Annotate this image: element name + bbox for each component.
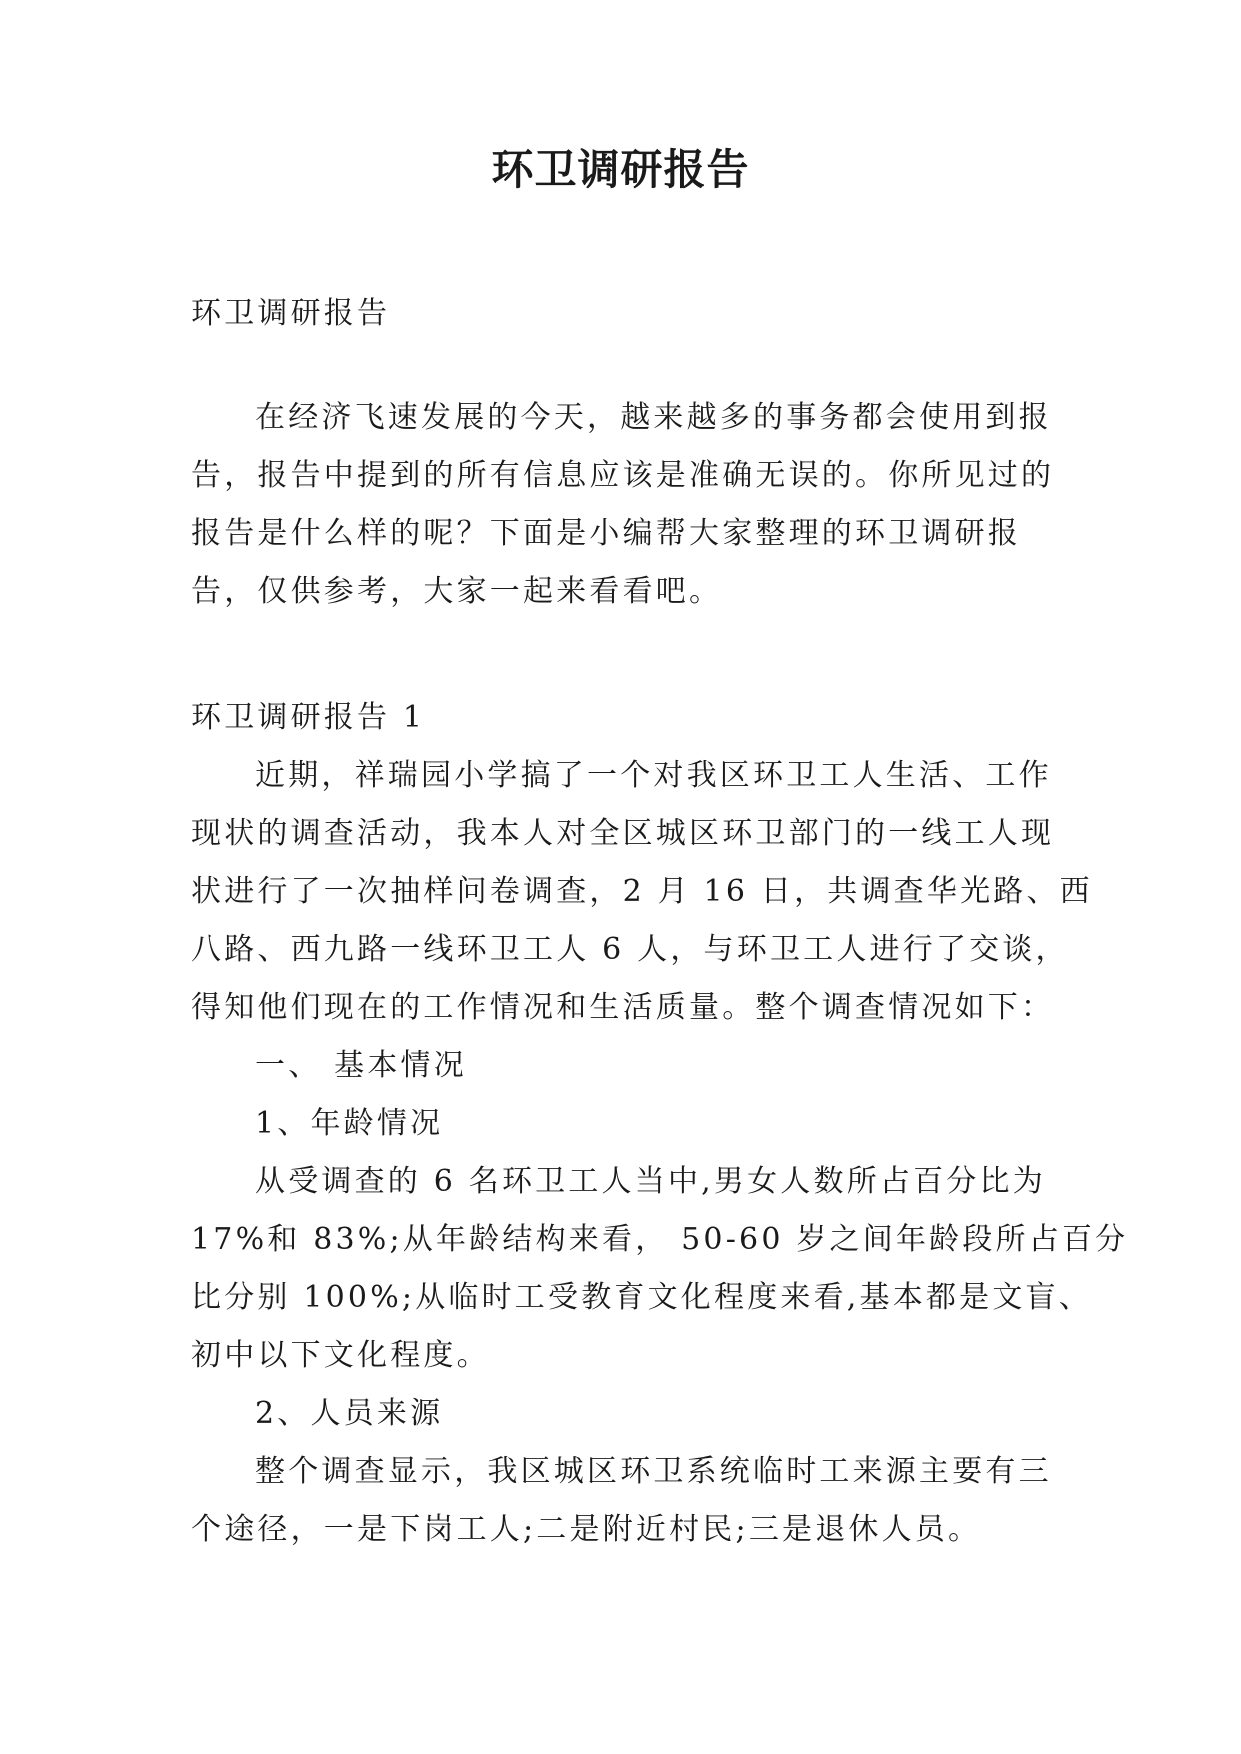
heading-basic-info: 一、 基本情况: [255, 1048, 467, 1083]
document-subtitle: 环卫调研报告: [191, 296, 391, 331]
section-heading: 环卫调研报告 1: [191, 700, 426, 735]
section-line: 状进行了一次抽样问卷调查，2 月 16 日，共调查华光路、西: [191, 874, 1093, 909]
intro-line: 报告是什么样的呢？下面是小编帮大家整理的环卫调研报: [191, 516, 1021, 551]
intro-line: 告，报告中提到的所有信息应该是准确无误的。你所见过的: [191, 458, 1055, 493]
age-line: 17%和 83%;从年龄结构来看， 50-60 岁之间年龄段所占百分: [191, 1222, 1129, 1257]
age-line: 比分别 100%;从临时工受教育文化程度来看,基本都是文盲、: [191, 1280, 1092, 1315]
section-line: 得知他们现在的工作情况和生活质量。整个调查情况如下：: [191, 990, 1055, 1025]
source-line: 个途径，一是下岗工人;二是附近村民;三是退休人员。: [191, 1512, 982, 1547]
intro-line: 在经济飞速发展的今天，越来越多的事务都会使用到报: [255, 400, 1052, 435]
section-line: 近期，祥瑞园小学搞了一个对我区环卫工人生活、工作: [255, 758, 1052, 793]
heading-source: 2、人员来源: [255, 1396, 444, 1431]
age-line: 从受调查的 6 名环卫工人当中,男女人数所占百分比为: [255, 1164, 1046, 1199]
age-line: 初中以下文化程度。: [191, 1338, 490, 1373]
document-title: 环卫调研报告: [491, 145, 750, 194]
intro-line: 告，仅供参考，大家一起来看看吧。: [191, 574, 723, 609]
section-line: 八路、西九路一线环卫工人 6 人，与环卫工人进行了交谈，: [191, 932, 1069, 967]
section-line: 现状的调查活动，我本人对全区城区环卫部门的一线工人现: [191, 816, 1055, 851]
source-line: 整个调查显示，我区城区环卫系统临时工来源主要有三: [255, 1454, 1052, 1489]
heading-age: 1、年龄情况: [255, 1106, 444, 1141]
